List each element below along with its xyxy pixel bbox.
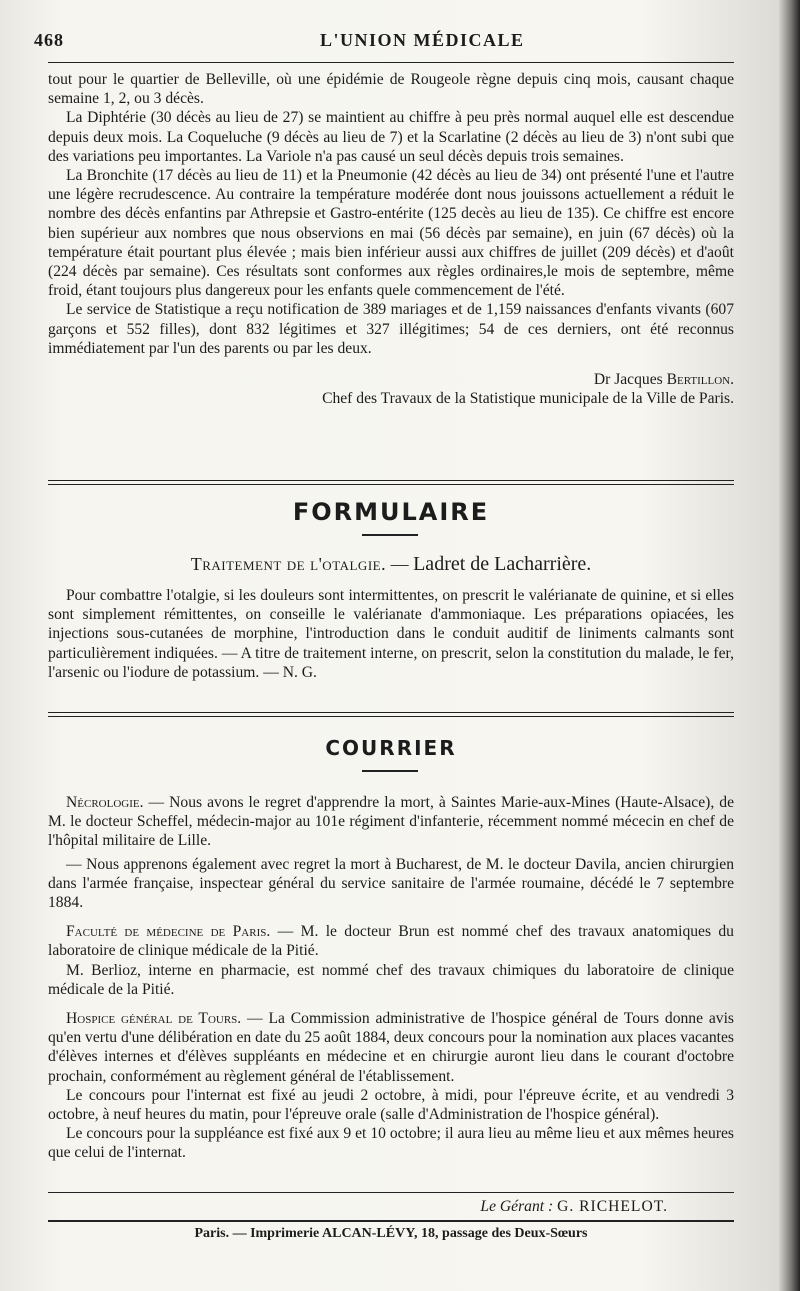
signature-title: Chef des Travaux de la Statistique municipale de la Ville de Paris. bbox=[322, 390, 734, 408]
formulaire-section bbox=[48, 586, 734, 682]
page-number: 468 bbox=[34, 30, 64, 50]
gerant-name: G. RICHELOT. bbox=[557, 1198, 668, 1215]
courrier-item bbox=[48, 1009, 734, 1086]
signature bbox=[48, 370, 734, 389]
item-text: — Nous avons le regret d'apprendre la mort, à Saintes Marie-aux-Mines (Haute-Alsace), de M. le docteur Scheffel, médecin-major au 101e régiment d'infanterie, récemment nommé mécecin en chef de l'hôpital militaire de Lille. bbox=[48, 794, 734, 850]
title-underline bbox=[362, 770, 418, 772]
item-text: — La Commission administrative de l'hospice général de Tours donne avis qu'en vertu d'une délibération en date du 25 août 1884, deux concours pour la nomination aux places vacantes d'élèves internes et d'élèves suppléants en médecine et en chirurgie auront lieu dans le courant d'octobre prochain, conformément au règlement général de l'établissement. bbox=[48, 1010, 734, 1085]
imprint-line: Paris. — Imprimerie ALCAN-LÉVY, 18, passage des Deux-Sœurs bbox=[194, 1226, 588, 1241]
imprint-rule bbox=[48, 1220, 734, 1222]
section-rule bbox=[48, 480, 734, 485]
formulaire-title: FORMULAIRE bbox=[292, 498, 490, 526]
gerant-line bbox=[48, 1198, 668, 1216]
item-label: Hospice général de Tours. bbox=[66, 1010, 242, 1028]
item-label: Faculté de médecine de Paris. bbox=[66, 923, 271, 941]
stats-paragraph: tout pour le quartier de Belleville, où une épidémie de Rougeole règne depuis cinq mois, causant chaque semaine 1, 2, ou 3 décès. bbox=[48, 71, 734, 108]
formulaire-subhead bbox=[48, 553, 734, 576]
signature-name: Bertillon. bbox=[666, 371, 734, 389]
courrier-section bbox=[48, 793, 734, 1163]
header-rule bbox=[48, 62, 734, 63]
courrier-item bbox=[48, 1124, 734, 1162]
item-text: Le concours pour l'internat est fixé au jeudi 2 octobre, à midi, pour l'épreuve écrite, et au vendredi 3 octobre, à neuf heures du matin, pour l'épreuve orale (salle d'Administration de l'hospice général). bbox=[48, 1086, 734, 1124]
courrier-item bbox=[48, 1086, 734, 1124]
footer-rule bbox=[48, 1192, 734, 1193]
item-text: — Nous apprenons également avec regret la mort à Bucharest, de M. le docteur Davila, ancien chirurgien dans l'armée française, inspectear général du service sanitaire de l'armée roumaine, décédé le 7 septembre 1884. bbox=[48, 855, 734, 912]
running-title: L'UNION MÉDICALE bbox=[320, 30, 525, 50]
subhead-label: Traitement de l'otalgie. bbox=[190, 554, 387, 574]
courrier-item bbox=[48, 855, 734, 913]
page-header bbox=[34, 30, 734, 60]
courrier-item bbox=[48, 793, 734, 851]
courrier-item bbox=[48, 922, 734, 960]
item-label: Nécrologie. bbox=[66, 794, 144, 811]
item-text: M. Berlioz, interne en pharmacie, est nommé chef des travaux chimiques du laboratoire de clinique médicale de la Pitié. bbox=[48, 961, 734, 998]
courrier-item bbox=[48, 961, 734, 999]
stats-paragraph: La Diphtérie (30 décès au lieu de 27) se maintient au chiffre à peu près normal auquel elle est descendue depuis deux mois. La Coqueluche (9 décès au lieu de 7) et la Scarlatine (2 décès au lieu de 3) n'ont subi que des variations peu importantes. La Variole n'a pas causé un seul décès depuis trois semaines. bbox=[48, 109, 734, 165]
stats-paragraph: La Bronchite (17 décès au lieu de 11) et la Pneumonie (42 décès au lieu de 34) ont présenté l'une et l'autre une légère recrudescence. Au contraire la température modérée dont nous jouissons actuellement a réduit le nombre des décès enfantins par Athrepsie et Gastro-entérite (125 decès au lieu de 135). Ce chiffre est encore bien supérieur aux nombres que nous observions en mai (56 décès par semaine), en juin (67 décès) où la température était pourtant plus élevée ; mais bien inférieur aussi aux chiffres de juillet (209 décès) et d'août (224 décès par semaine). Ces résultats sont conformes aux règles ordinaires,le mois de septembre, même froid, étant toujours plus dangereux pour les enfants quele commencement de l'été. bbox=[48, 167, 734, 300]
signature-prefix: Dr Jacques bbox=[593, 371, 667, 389]
subhead-dash: — bbox=[386, 554, 414, 574]
title-underline bbox=[362, 534, 418, 536]
courrier-title: COURRIER bbox=[325, 736, 457, 760]
stats-paragraph: Le service de Statistique a reçu notification de 389 mariages et de 1,159 naissances d'enfants vivants (607 garçons et 552 filles), dont 832 légitimes et 327 illégitimes; 54 de ces derniers, ont été reconnus immédiatement par l'un des parents ou par les deux. bbox=[48, 301, 734, 357]
gerant-label: Le Gérant : bbox=[480, 1198, 558, 1215]
formulaire-paragraph: Pour combattre l'otalgie, si les douleurs sont intermittentes, on prescrit le valérianate de quinine, et si elles sont simplement rémittentes, on conseille le valérianate d'ammoniaque. Les préparations opiacées, les injections sous-cutanées de morphine, l'introduction dans le conduit auditif de liniments calmants sont particulièrement indiquées. — A titre de traitement interne, on prescrit, selon la constitution du malade, le fer, l'arsenic ou l'iodure de potassium. — N. G. bbox=[48, 587, 734, 681]
item-text: — M. le docteur Brun est nommé chef des travaux anatomiques du laboratoire de clinique médicale de la Pitié. bbox=[48, 923, 734, 960]
subhead-author: Ladret de Lacharrière. bbox=[413, 553, 592, 575]
page-edge-shadow bbox=[778, 0, 800, 1291]
item-text: Le concours pour la suppléance est fixé aux 9 et 10 octobre; il aura lieu au même lieu et aux mêmes heures que celui de l'internat. bbox=[48, 1125, 734, 1162]
statistics-section bbox=[48, 70, 734, 408]
section-rule bbox=[48, 712, 734, 717]
